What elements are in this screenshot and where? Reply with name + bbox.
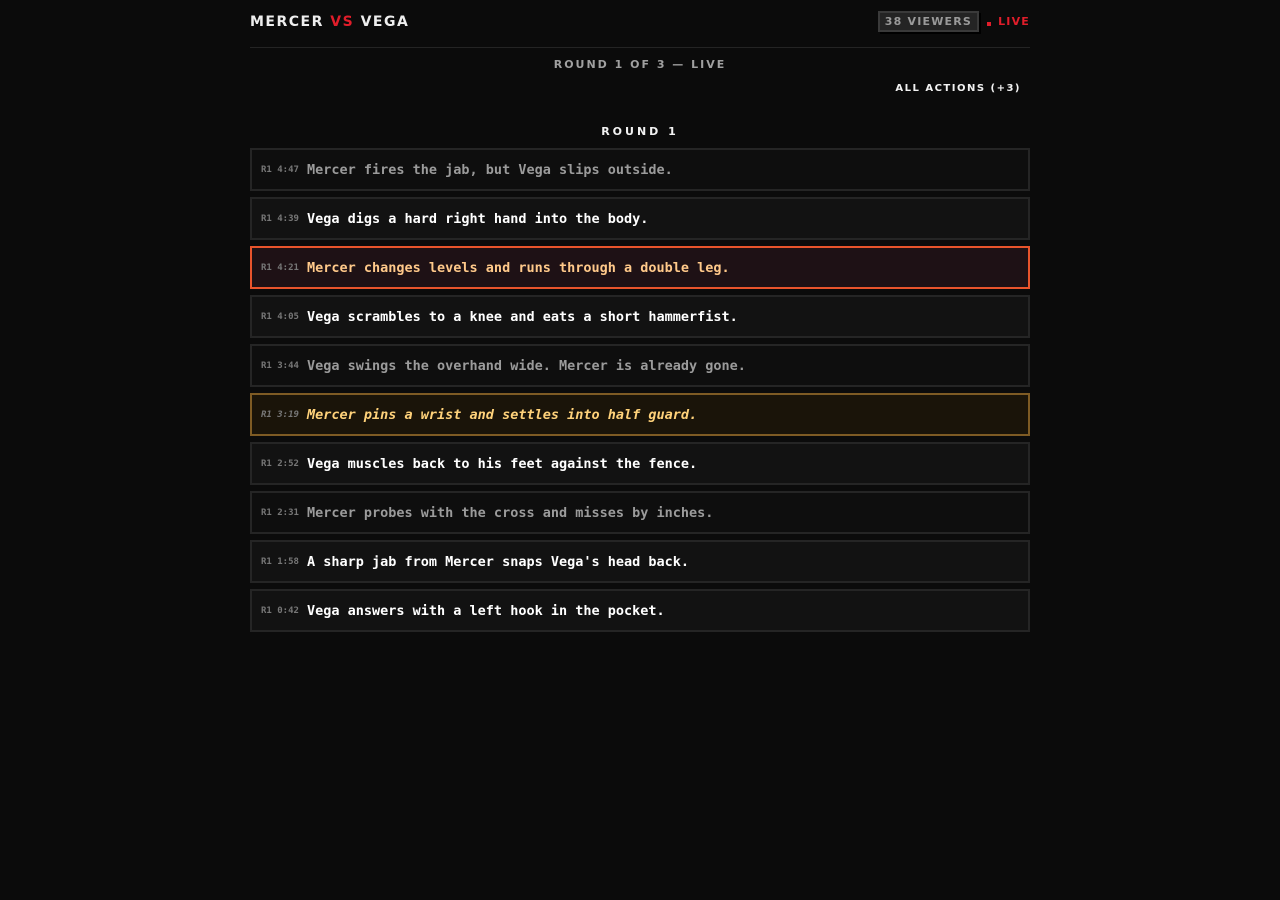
feed-item-time: R1 4:05 xyxy=(261,311,299,322)
feed-item-time: R1 4:21 xyxy=(261,262,299,273)
feed-item-time: R1 3:19 xyxy=(261,409,299,420)
feed-item xyxy=(250,344,1030,387)
header xyxy=(250,0,1030,48)
feed-item-time: R1 2:31 xyxy=(261,507,299,518)
feed-item-time: R1 4:47 xyxy=(261,164,299,175)
round-heading: ROUND 1 xyxy=(601,125,679,138)
feed-item xyxy=(250,540,1030,583)
feed-item xyxy=(250,589,1030,632)
actions-row xyxy=(250,83,1030,94)
feed-item-time: R1 4:39 xyxy=(261,213,299,224)
feed-item-text: Mercer probes with the cross and misses by inches. xyxy=(307,504,714,521)
fight-feed-page xyxy=(250,0,1030,638)
feed-item-text: Mercer pins a wrist and settles into half guard. xyxy=(307,406,698,423)
fighter-a-name: MERCER xyxy=(250,13,324,30)
feed-item-text: Mercer fires the jab, but Vega slips outside. xyxy=(307,161,673,178)
live-indicator xyxy=(987,15,1030,28)
feed-item-time: R1 0:42 xyxy=(261,605,299,616)
feed-item-text: Vega swings the overhand wide. Mercer is already gone. xyxy=(307,357,746,374)
round-status: ROUND 1 OF 3 — LIVE xyxy=(553,58,727,71)
feed-item xyxy=(250,442,1030,485)
feed-item-time: R1 2:52 xyxy=(261,458,299,469)
feed-item-time: R1 3:44 xyxy=(261,360,299,371)
live-dot-icon xyxy=(987,22,991,26)
live-label: LIVE xyxy=(998,15,1030,28)
feed-item-text: Vega digs a hard right hand into the body. xyxy=(307,210,649,227)
feed-item xyxy=(250,295,1030,338)
feed-item-text: A sharp jab from Mercer snaps Vega's head back. xyxy=(307,553,690,570)
fighter-b-name: VEGA xyxy=(360,13,410,30)
viewer-count-badge: 38 VIEWERS xyxy=(878,11,979,32)
feed-item xyxy=(250,197,1030,240)
feed-item-text: Mercer changes levels and runs through a double leg. xyxy=(307,259,730,276)
feed-item xyxy=(250,246,1030,289)
feed-item-text: Vega scrambles to a knee and eats a short hammerfist. xyxy=(307,308,738,325)
feed-item-text: Vega muscles back to his feet against the fence. xyxy=(307,455,698,472)
vs-label: VS xyxy=(330,13,355,30)
feed-item xyxy=(250,393,1030,436)
feed-item-time: R1 1:58 xyxy=(261,556,299,567)
feed-item xyxy=(250,491,1030,534)
matchup-title xyxy=(250,14,409,30)
all-actions-button[interactable]: ALL ACTIONS (+3) xyxy=(895,83,1021,94)
action-feed xyxy=(250,148,1030,632)
header-status xyxy=(878,11,1030,32)
feed-item xyxy=(250,148,1030,191)
feed-item-text: Vega answers with a left hook in the pocket. xyxy=(307,602,665,619)
